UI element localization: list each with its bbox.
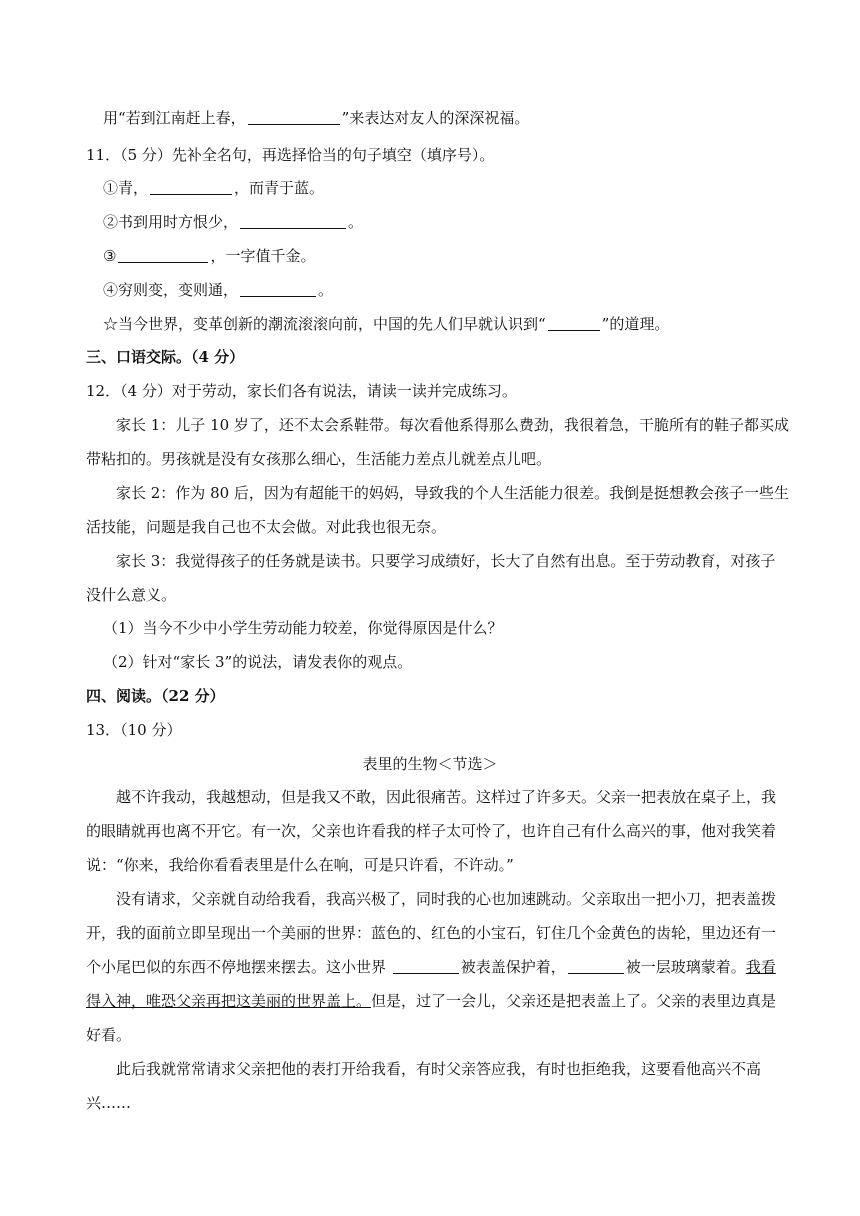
parent-2-line-2: 活技能，问题是我自己也不太会做。对此我也很无奈。 — [86, 518, 447, 536]
answer-blank[interactable] — [240, 213, 346, 229]
parent-3-line-1: 家长 3：我觉得孩子的任务就是读书。只要学习成绩好，长大了自然有出息。至于劳动教育，对孩子 — [116, 552, 776, 570]
q12-subquestion-1: （1）当今不少中小学生劳动能力较差，你觉得原因是什么？ — [103, 619, 503, 637]
passage-text: 被一层玻璃蒙着。 — [625, 958, 746, 976]
section-4-heading: 四、阅读。（22 分） — [86, 687, 225, 705]
q11-item-2 — [103, 212, 363, 232]
passage-para-2-line-4 — [86, 991, 776, 1011]
answer-blank[interactable] — [150, 179, 232, 195]
q12-stem: 12．（4 分）对于劳动，家长们各有说法，请读一读并完成练习。 — [86, 382, 517, 400]
q11-item-3 — [103, 246, 315, 266]
q10-text-b: ”来表达对友人的深深祝福。 — [341, 109, 530, 127]
passage-para-1-line-1: 越不许我动，我越想动，但是我又不敢，因此很痛苦。这样过了许多天。父亲一把表放在桌子上，我 — [116, 788, 777, 806]
answer-blank[interactable] — [393, 958, 459, 974]
item-text: 。 — [318, 281, 334, 299]
q11-item-1 — [103, 178, 324, 198]
item-text: ☆当今世界，变革创新的潮流滚滚向前，中国的先人们早就认识到“ — [103, 315, 546, 333]
q11-stem: 11．（5 分）先补全名句，再选择恰当的句子填空（填序号）。 — [86, 146, 495, 164]
passage-para-1-line-2: 的眼睛就再也离不开它。有一次，父亲也许看我的样子太可怜了，也许自己有什么高兴的事，他对我笑着 — [86, 822, 777, 840]
passage-para-2-line-3 — [86, 957, 776, 977]
q10-text-a: 用“若到江南赶上春， — [103, 109, 246, 127]
q10-poem-line — [103, 108, 529, 128]
passage-para-1-line-3: 说：“你来，我给你看看表里是什么在响，可是只许看，不许动。” — [86, 856, 514, 874]
item-text: ，一字值千金。 — [210, 247, 316, 265]
passage-text: 被表盖保护着， — [460, 958, 566, 976]
underlined-sentence: 我看 — [745, 958, 776, 976]
q13-stem: 13．（10 分） — [86, 721, 182, 739]
parent-1-line-1: 家长 1：儿子 10 岁了，还不太会系鞋带。每次看他系得那么费劲，我很着急，干脆所有的鞋子都买成 — [116, 416, 789, 434]
answer-blank[interactable] — [548, 315, 600, 331]
parent-2-line-1: 家长 2：作为 80 后，因为有超能干的妈妈，导致我的个人生活能力很差。我倒是挺想教会孩子一些生 — [116, 484, 789, 502]
passage-para-3-line-1: 此后我就常常请求父亲把他的表打开给我看，有时父亲答应我，有时也拒绝我，这要看他高兴不高 — [116, 1060, 762, 1078]
item-text: ③ — [103, 247, 117, 265]
passage-para-2-line-2: 开，我的面前立即呈现出一个美丽的世界：蓝色的、红色的小宝石，钉住几个金黄色的齿轮，里边还有一 — [86, 924, 777, 942]
q12-subquestion-2: （2）针对“家长 3”的说法，请发表你的观点。 — [103, 653, 413, 671]
answer-blank[interactable] — [240, 281, 316, 297]
underlined-sentence: 得入神，唯恐父亲再把这美丽的世界盖上。 — [86, 992, 372, 1010]
answer-blank[interactable] — [568, 958, 624, 974]
item-text: ④穷则变，变则通， — [103, 281, 239, 299]
answer-blank[interactable] — [248, 109, 340, 125]
parent-3-line-2: 没什么意义。 — [86, 586, 177, 604]
passage-title: 表里的生物＜节选＞ — [362, 755, 498, 773]
passage-para-3-line-2: 兴…… — [86, 1094, 132, 1112]
item-text: ，而青于蓝。 — [234, 179, 325, 197]
parent-1-line-2: 带粘扣的。男孩就是没有女孩那么细心，生活能力差点儿就差点儿吧。 — [86, 450, 552, 468]
passage-para-2-line-1: 没有请求，父亲就自动给我看，我高兴极了，同时我的心也加速跳动。父亲取出一把小刀，把表盖拨 — [116, 890, 777, 908]
q11-star-item — [103, 314, 669, 334]
item-text: 。 — [348, 213, 364, 231]
item-text: ②书到用时方恨少， — [103, 213, 239, 231]
q11-item-4 — [103, 280, 333, 300]
item-text: ”的道理。 — [601, 315, 670, 333]
passage-text: 个小尾巴似的东西不停地摆来摆去。这小世界 — [86, 958, 391, 976]
answer-blank[interactable] — [118, 247, 208, 263]
item-text: ①青， — [103, 179, 149, 197]
section-3-heading: 三、口语交际。（4 分） — [86, 348, 245, 366]
passage-text: 但是，过了一会儿，父亲还是把表盖上了。父亲的表里边真是 — [371, 992, 777, 1010]
passage-para-2-line-5: 好看。 — [86, 1026, 132, 1044]
